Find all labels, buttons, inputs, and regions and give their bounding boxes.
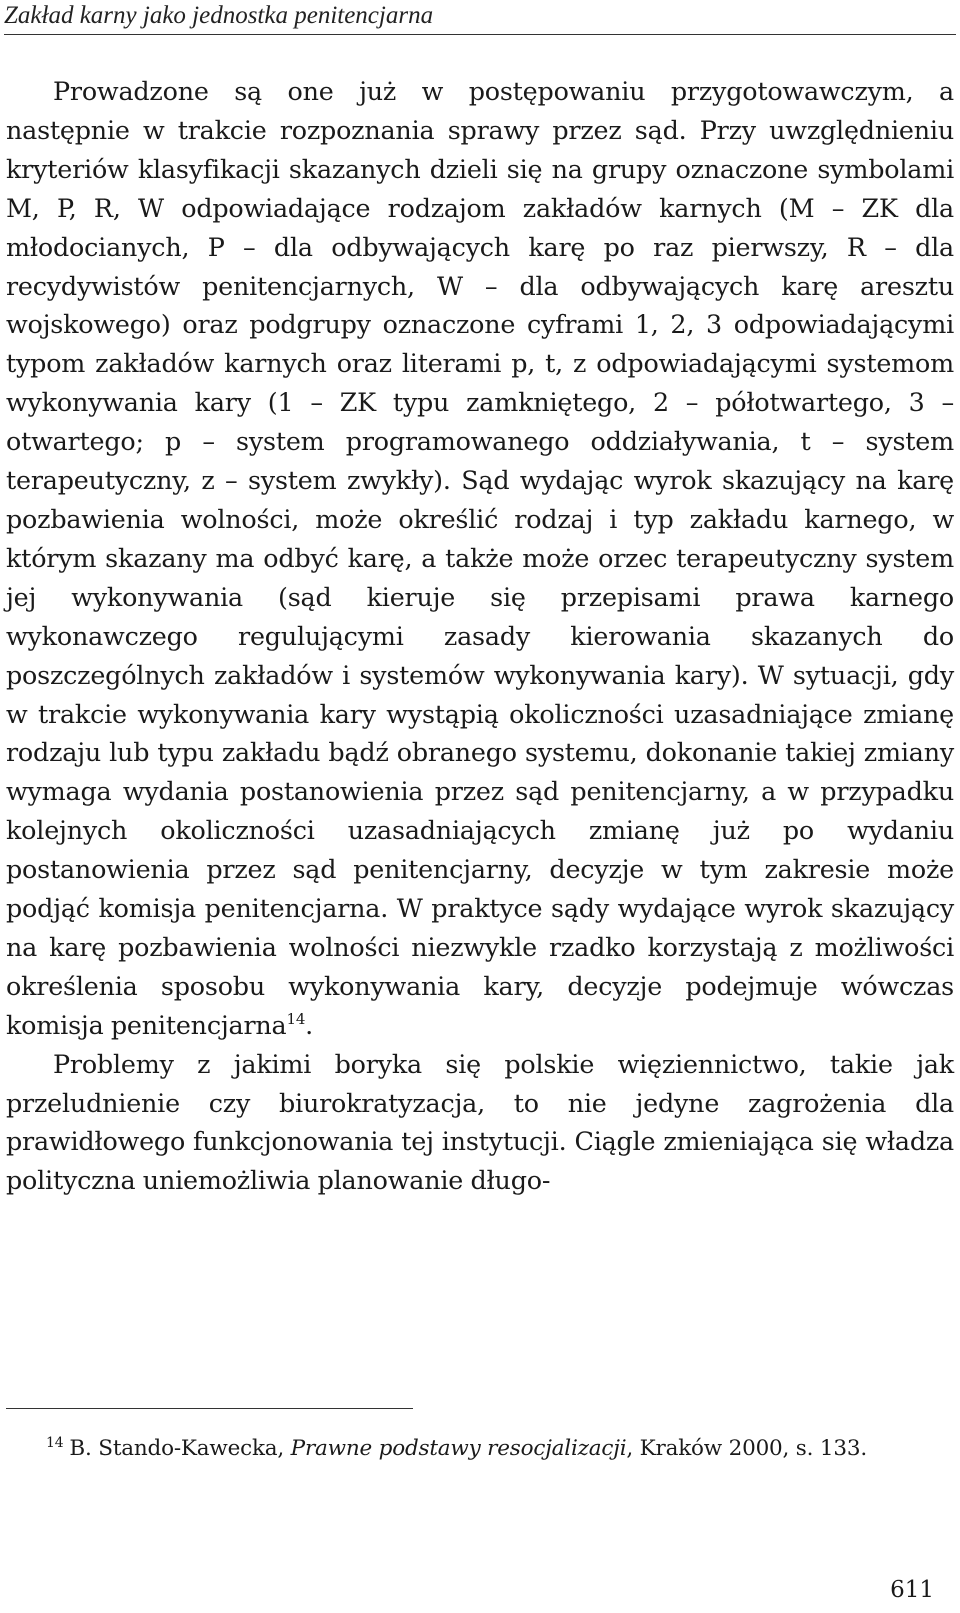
footnote-author: B. Stando-Kawecka, [69, 1436, 285, 1461]
footnote [6, 1431, 954, 1467]
footnote-number: 14 [46, 1435, 64, 1451]
running-head: Zakład karny jako jednostka penitencjarna [4, 0, 956, 35]
page-number: 611 [890, 1577, 934, 1603]
paragraph-1 [6, 72, 954, 1045]
footnote-title: Prawne podstawy resocjalizacji [290, 1436, 627, 1461]
main-text [6, 72, 954, 1200]
paragraph-1-end: . [305, 1009, 314, 1040]
footnote-reference: 14 [286, 1009, 306, 1028]
footnote-rest: , Kraków 2000, s. 133. [626, 1436, 867, 1461]
paragraph-1-text: Prowadzone są one już w postępowaniu przygotowawczym, a następnie w trakcie rozpoznania sprawy przez sąd. Przy uwzględnieniu kryteriów klasyfikacji skazanych dzieli się na grupy oznaczone symbolami M, P, R, W odpowiadające rodzajom zakładów karnych (M – ZK dla młodocianych, P – dla odbywających karę po raz pierwszy, R – dla recydywistów penitencjarnych, W – dla odbywających karę aresztu wojskowego) oraz podgrupy oznaczone cyframi 1, 2, 3 odpowiadającymi typom zakładów karnych oraz literami p, t, z odpowiadającymi systemom wykonywania kary (1 – ZK typu zamkniętego, 2 – półotwartego, 3 – otwartego; p – system programowanego oddziaływania, t – system terapeutyczny, z – system zwykły). Sąd wydając wyrok skazujący na karę pozbawienia wolności, może określić rodzaj i typ zakładu karnego, w którym skazany ma odbyć karę, a także może orzec terapeutyczny system jej wykonywania (sąd kieruje się przepisami prawa karnego wykonawczego regulującymi zasady kierowania skazanych do poszczególnych zakładów i systemów wykonywania kary). W sytuacji, gdy w trakcie wykonywania kary wystąpią okoliczności uzasadniające zmianę rodzaju lub typu zakładu bądź obranego systemu, dokonanie takiej zmiany wymaga wydania postanowienia przez sąd penitencjarny, a w przypadku kolejnych okoliczności uzasadniających zmianę już po wydaniu postanowienia przez sąd penitencjarny, decyzje w tym zakresie może podjąć komisja penitencjarna. W praktyce sądy wydające wyrok skazujący na karę pozbawienia wolności niezwykle rzadko korzystają z możliwości określenia sposobu wykonywania kary, decyzje podejmuje wówczas komisja penitencjarna [6, 76, 954, 1040]
paragraph-2: Problemy z jakimi boryka się polskie więziennictwo, takie jak przeludnienie czy biurokratyzacja, to nie jedyne zagrożenia dla prawidłowego funkcjonowania tej instytucji. Ciągle zmieniająca się władza polityczna uniemożliwia planowanie długo- [6, 1048, 954, 1196]
footnote-separator [6, 1408, 413, 1409]
